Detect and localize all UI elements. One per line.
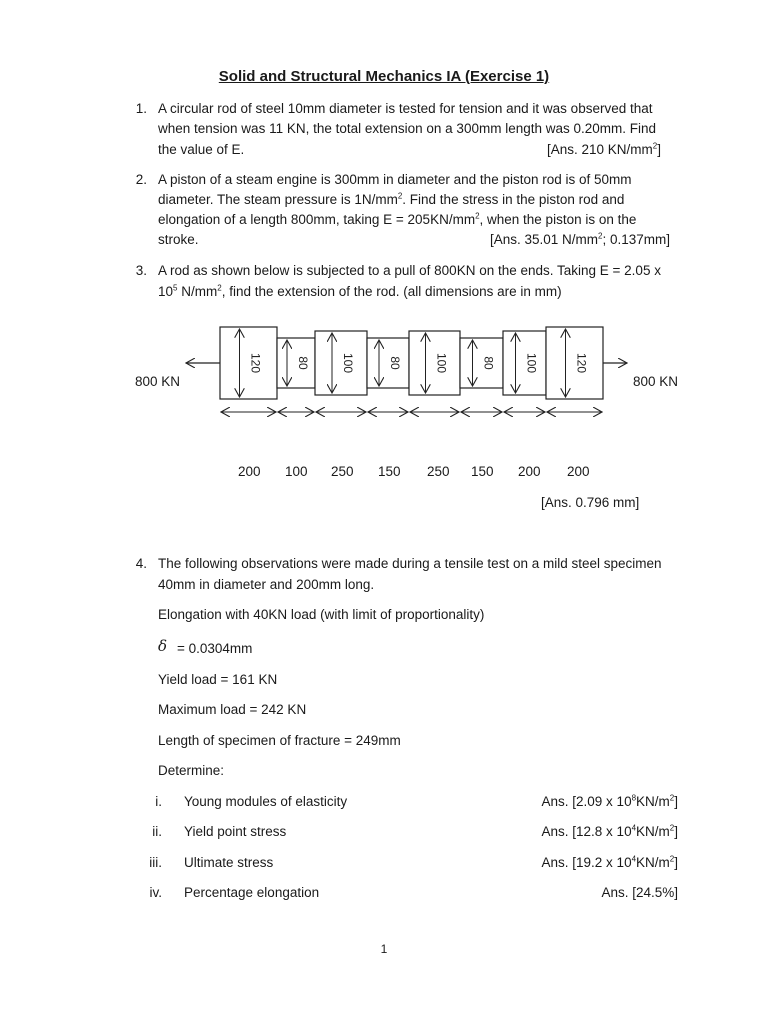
q2-line4: stroke. <box>158 232 199 247</box>
rod-segment <box>220 327 277 399</box>
length-label-3: 250 <box>331 464 354 479</box>
q2-line3: elongation of a length 800mm, taking $E = 205KN/mm^2$, when the piston is on the <box>158 211 637 227</box>
q1-line1: A circular rod of steel 10mm diameter is tested for tension and it was observed that <box>158 101 653 116</box>
length-label-8: 200 <box>567 464 590 479</box>
page-number: 1 <box>380 942 388 956</box>
q3-line2: $10^5$ $N/mm^2$, find the extension of the rod. (all dimensions are in mm) <box>158 283 562 299</box>
rod-segment <box>460 338 503 388</box>
diameter-label: 100 <box>434 352 449 374</box>
q4-item-label: Yield point stress <box>184 824 287 839</box>
diameter-label: 100 <box>524 352 539 374</box>
length-label-6: 150 <box>471 464 494 479</box>
q4-item-answer: Ans. [12.8 x $10^4KN/m^2$] <box>541 823 678 839</box>
q3-number: 3. <box>135 263 147 278</box>
q4-line2: 40mm in diameter and 200mm long. <box>158 577 375 592</box>
load-label-right: 800 KN <box>633 374 679 389</box>
q2-number: 2. <box>135 172 147 187</box>
q4-observation-max: Maximum load = 242 KN <box>158 702 307 717</box>
rod-segment <box>409 331 460 395</box>
q4-item-answer: Ans. [24.5%] <box>601 885 678 900</box>
page-title: Solid and Structural Mechanics IA (Exercise 1) <box>218 68 550 85</box>
q4-item-label: Percentage elongation <box>184 885 320 900</box>
diameter-label: 80 <box>296 356 310 370</box>
length-label-1: 200 <box>238 464 261 479</box>
q3-answer: [Ans. 0.796 mm] <box>541 495 640 510</box>
q1-line3: the value of E. <box>158 142 245 157</box>
q1-line2: when tension was 11 KN, the total extension on a 300mm length was 0.20mm. Find <box>158 121 657 136</box>
q4-observation-yield: Yield load = 161 KN <box>158 672 278 687</box>
diameter-label: 80 <box>481 356 496 370</box>
q4-observation-elongation: Elongation with 40KN load (with limit of proportionality) <box>158 607 485 622</box>
q4-item-number: iii. <box>149 855 162 870</box>
q4-item-answer: Ans. [2.09 x $10^8KN/m^2$] <box>541 793 678 809</box>
diameter-label: 120 <box>248 352 263 374</box>
diameter-label: 80 <box>388 356 402 370</box>
q4-item-label: Young modules of elasticity <box>184 794 348 809</box>
q4-observation-length: Length of specimen of fracture = 249mm <box>158 733 401 748</box>
length-label-5: 250 <box>427 464 450 479</box>
q2-line2: diameter. The steam pressure is $1N/mm^2$. Find the stress in the piston rod and <box>158 191 625 207</box>
rod-segment <box>546 327 603 399</box>
q4-line1: The following observations were made during a tensile test on a mild steel specimen <box>158 556 662 571</box>
length-label-7: 200 <box>518 464 541 479</box>
diameter-label: 120 <box>574 352 589 374</box>
q4-number: 4. <box>135 556 147 571</box>
diameter-label: 100 <box>341 352 355 374</box>
q2-answer: [Ans. 35.01 $N/mm^2$; 0.137mm] <box>490 231 671 247</box>
rod-segment <box>315 331 367 395</box>
q3-line1: A rod as shown below is subjected to a pull of 800KN on the ends. Taking E = 2.05 x <box>158 263 661 278</box>
rod-segment <box>503 331 546 395</box>
load-label-left: 800 KN <box>135 374 181 389</box>
q2-line1: A piston of a steam engine is 300mm in diameter and the piston rod is of 50mm <box>158 172 632 187</box>
q4-observation-delta: = 0.0304mm <box>177 641 253 656</box>
q4-item-answer: Ans. [19.2 x $10^4KN/m^2$] <box>541 854 678 870</box>
delta-symbol: δ <box>158 637 168 655</box>
q4-item-label: Ultimate stress <box>184 855 274 870</box>
length-label-4: 150 <box>378 464 401 479</box>
q4-determine: Determine: <box>158 763 225 778</box>
q4-item-number: i. <box>155 794 162 809</box>
length-label-2: 100 <box>285 464 308 479</box>
q1-number: 1. <box>135 101 147 116</box>
q4-item-number: iv. <box>149 885 162 900</box>
q1-answer: [Ans. 210 $KN/mm^2$] <box>547 141 662 157</box>
q4-item-number: ii. <box>152 824 162 839</box>
